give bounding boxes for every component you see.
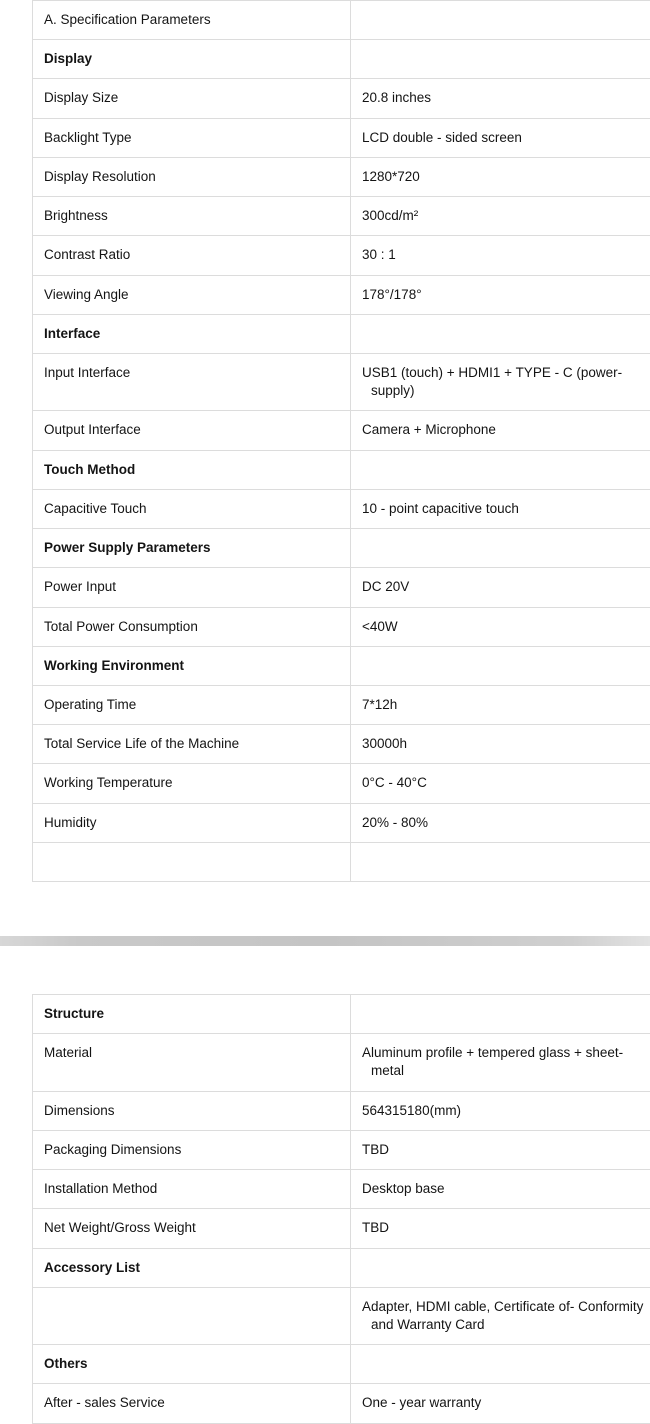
table-row bbox=[33, 764, 650, 803]
specification-table-bottom-block bbox=[0, 994, 650, 1424]
section-label: Accessory List bbox=[33, 1248, 351, 1287]
specification-table-bottom bbox=[32, 994, 650, 1424]
table-row bbox=[33, 118, 650, 157]
table-section-row bbox=[33, 1345, 650, 1384]
section-value bbox=[351, 314, 650, 353]
specification-table-top-body bbox=[33, 1, 650, 882]
row-value: DC 20V bbox=[351, 568, 650, 607]
table-section-row bbox=[33, 40, 650, 79]
table-row bbox=[33, 685, 650, 724]
row-label: Installation Method bbox=[33, 1170, 351, 1209]
table-row bbox=[33, 411, 650, 450]
section-label: Display bbox=[33, 40, 351, 79]
table-row bbox=[33, 353, 650, 410]
table-section-row bbox=[33, 450, 650, 489]
table-row bbox=[33, 568, 650, 607]
table-row bbox=[33, 489, 650, 528]
section-label: Touch Method bbox=[33, 450, 351, 489]
row-value: Desktop base bbox=[351, 1170, 650, 1209]
section-label: Interface bbox=[33, 314, 351, 353]
row-label: Total Service Life of the Machine bbox=[33, 725, 351, 764]
table-section-row bbox=[33, 529, 650, 568]
table-row bbox=[33, 1091, 650, 1130]
table-section-row bbox=[33, 1248, 650, 1287]
page-divider bbox=[0, 936, 650, 946]
section-label: Structure bbox=[33, 995, 351, 1034]
row-label: After - sales Service bbox=[33, 1384, 351, 1423]
row-label: A. Specification Parameters bbox=[33, 1, 351, 40]
table-row bbox=[33, 607, 650, 646]
section-value bbox=[351, 40, 650, 79]
row-value: LCD double - sided screen bbox=[351, 118, 650, 157]
row-label: Display Resolution bbox=[33, 157, 351, 196]
row-value-text: USB1 (touch) + HDMI1 + TYPE - C (power- supply) bbox=[362, 364, 650, 400]
row-value: 7*12h bbox=[351, 685, 650, 724]
row-label: Output Interface bbox=[33, 411, 351, 450]
table-row-partial bbox=[33, 842, 650, 881]
row-label bbox=[33, 1287, 351, 1344]
table-row bbox=[33, 275, 650, 314]
row-value bbox=[351, 1034, 650, 1091]
row-value: 20.8 inches bbox=[351, 79, 650, 118]
row-label: Packaging Dimensions bbox=[33, 1130, 351, 1169]
section-value bbox=[351, 1345, 650, 1384]
row-value bbox=[351, 1287, 650, 1344]
row-label: Display Size bbox=[33, 79, 351, 118]
row-label: Operating Time bbox=[33, 685, 351, 724]
table-row bbox=[33, 236, 650, 275]
row-label: Power Input bbox=[33, 568, 351, 607]
table-row bbox=[33, 197, 650, 236]
section-label: Others bbox=[33, 1345, 351, 1384]
table-row bbox=[33, 1, 650, 40]
row-value: TBD bbox=[351, 1130, 650, 1169]
table-row bbox=[33, 1384, 650, 1423]
page-gap-top bbox=[0, 882, 650, 936]
specification-table-bottom-body bbox=[33, 995, 650, 1424]
table-row bbox=[33, 79, 650, 118]
row-label: Material bbox=[33, 1034, 351, 1091]
page-gap-bottom bbox=[0, 946, 650, 994]
row-label: Capacitive Touch bbox=[33, 489, 351, 528]
table-row bbox=[33, 1287, 650, 1344]
table-row bbox=[33, 1170, 650, 1209]
table-section-row bbox=[33, 314, 650, 353]
section-label: Power Supply Parameters bbox=[33, 529, 351, 568]
row-label: Total Power Consumption bbox=[33, 607, 351, 646]
row-value-text: Adapter, HDMI cable, Certificate of- Conformity and Warranty Card bbox=[362, 1298, 650, 1334]
table-row bbox=[33, 803, 650, 842]
section-value bbox=[351, 1248, 650, 1287]
row-label: Input Interface bbox=[33, 353, 351, 410]
row-value: 178°/178° bbox=[351, 275, 650, 314]
section-value bbox=[351, 529, 650, 568]
row-value bbox=[351, 1, 650, 40]
row-value: Camera + Microphone bbox=[351, 411, 650, 450]
table-row bbox=[33, 1209, 650, 1248]
row-label: Humidity bbox=[33, 803, 351, 842]
table-row bbox=[33, 725, 650, 764]
row-label: Net Weight/Gross Weight bbox=[33, 1209, 351, 1248]
table-row bbox=[33, 1130, 650, 1169]
row-value: TBD bbox=[351, 1209, 650, 1248]
row-value: <40W bbox=[351, 607, 650, 646]
row-value: 20% - 80% bbox=[351, 803, 650, 842]
row-label: Viewing Angle bbox=[33, 275, 351, 314]
row-value: 300cd/m² bbox=[351, 197, 650, 236]
section-label: Working Environment bbox=[33, 646, 351, 685]
specification-table-top bbox=[32, 0, 650, 882]
table-row bbox=[33, 1034, 650, 1091]
row-value: 10 - point capacitive touch bbox=[351, 489, 650, 528]
row-value bbox=[351, 353, 650, 410]
row-label: Backlight Type bbox=[33, 118, 351, 157]
row-value: 0°C - 40°C bbox=[351, 764, 650, 803]
row-value: 1280*720 bbox=[351, 157, 650, 196]
table-section-row bbox=[33, 646, 650, 685]
row-label: Brightness bbox=[33, 197, 351, 236]
row-label: Working Temperature bbox=[33, 764, 351, 803]
row-label: Contrast Ratio bbox=[33, 236, 351, 275]
row-value: 564315180(mm) bbox=[351, 1091, 650, 1130]
row-value bbox=[351, 842, 650, 881]
section-value bbox=[351, 646, 650, 685]
row-label: Dimensions bbox=[33, 1091, 351, 1130]
section-value bbox=[351, 450, 650, 489]
row-value: One - year warranty bbox=[351, 1384, 650, 1423]
table-row bbox=[33, 157, 650, 196]
section-value bbox=[351, 995, 650, 1034]
row-value: 30000h bbox=[351, 725, 650, 764]
row-label bbox=[33, 842, 351, 881]
row-value: 30 : 1 bbox=[351, 236, 650, 275]
table-section-row bbox=[33, 995, 650, 1034]
row-value-text: Aluminum profile + tempered glass + sheet- metal bbox=[362, 1044, 650, 1080]
